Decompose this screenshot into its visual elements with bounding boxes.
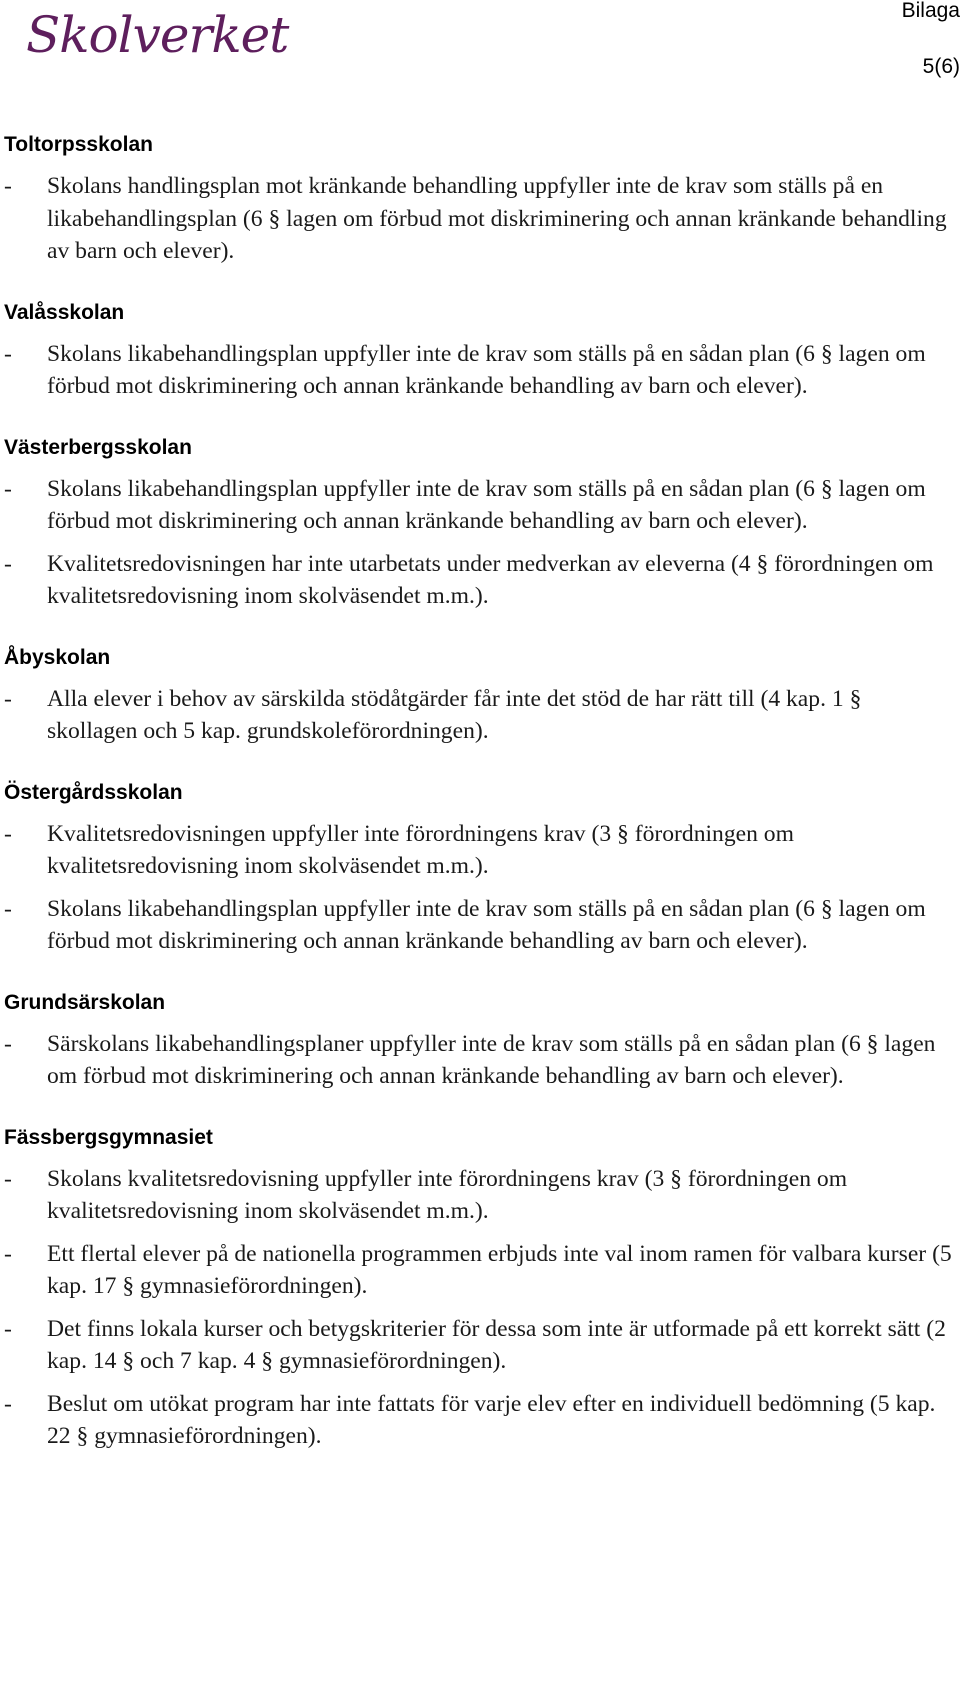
findings-list [0, 473, 960, 613]
finding-item: - Skolans likabehandlingsplan uppfyller inte de krav som ställs på en sådan plan (6 § lagen om förbud mot diskriminering och annan kränkande behandling av barn och elever). [0, 473, 960, 538]
document-body [0, 130, 960, 1483]
school-section [0, 988, 960, 1093]
section-heading: Åbyskolan [4, 645, 111, 669]
school-section [0, 1123, 960, 1453]
finding-item: - Skolans kvalitetsredovisning uppfyller inte förordningens krav (3 § förordningen om kvalitetsredovisning inom skolväsendet m.m.). [0, 1163, 960, 1228]
finding-item: - Ett flertal elever på de nationella programmen erbjuds inte val inom ramen för valbara kurser (5 kap. 17 § gymnasieförordningen). [0, 1238, 960, 1303]
finding-item: - Skolans handlingsplan mot kränkande behandling uppfyller inte de krav som ställs på en likabehandlingsplan (6 § lagen om förbud mot diskriminering och annan kränkande behandling av barn och elever). [0, 170, 960, 268]
finding-item: - Skolans likabehandlingsplan uppfyller inte de krav som ställs på en sådan plan (6 § lagen om förbud mot diskriminering och annan kränkande behandling av barn och elever). [0, 893, 960, 958]
finding-item: - Det finns lokala kurser och betygskriterier för dessa som inte är utformade på ett korrekt sätt (2 kap. 14 § och 7 kap. 4 § gymnasieförordningen). [0, 1313, 960, 1378]
findings-list [0, 170, 960, 268]
section-heading: Grundsärskolan [4, 990, 166, 1014]
page-header [902, 0, 960, 78]
section-heading: Västerbergsskolan [4, 435, 192, 459]
school-section [0, 433, 960, 613]
findings-list [0, 338, 960, 403]
findings-list [0, 818, 960, 958]
skolverket-logo: Skolverket [26, 6, 289, 64]
school-section [0, 130, 960, 268]
finding-item: - Särskolans likabehandlingsplaner uppfyller inte de krav som ställs på en sådan plan (6 § lagen om förbud mot diskriminering och annan kränkande behandling av barn och elever). [0, 1028, 960, 1093]
school-section [0, 298, 960, 403]
finding-item: - Kvalitetsredovisningen har inte utarbetats under medverkan av eleverna (4 § förordningen om kvalitetsredovisning inom skolväsendet m.m.). [0, 548, 960, 613]
school-section [0, 778, 960, 958]
section-heading: Östergårdsskolan [4, 780, 183, 804]
school-section [0, 643, 960, 748]
findings-list [0, 683, 960, 748]
section-heading: Toltorpsskolan [4, 133, 153, 156]
findings-list [0, 1163, 960, 1453]
section-heading: Valåsskolan [4, 300, 125, 324]
findings-list [0, 1028, 960, 1093]
finding-item: - Alla elever i behov av särskilda stödåtgärder får inte det stöd de har rätt till (4 kap. 1 § skollagen och 5 kap. grundskoleförordningen). [0, 683, 960, 748]
section-heading: Fässbergsgymnasiet [4, 1125, 213, 1149]
finding-item: - Skolans likabehandlingsplan uppfyller inte de krav som ställs på en sådan plan (6 § lagen om förbud mot diskriminering och annan kränkande behandling av barn och elever). [0, 338, 960, 403]
finding-item: - Beslut om utökat program har inte fattats för varje elev efter en individuell bedömning (5 kap. 22 § gymnasieförordningen). [0, 1388, 960, 1453]
attachment-label: Bilaga [901, 0, 960, 22]
page-number: 5(6) [922, 55, 960, 78]
finding-item: - Kvalitetsredovisningen uppfyller inte förordningens krav (3 § förordningen om kvalitetsredovisning inom skolväsendet m.m.). [0, 818, 960, 883]
